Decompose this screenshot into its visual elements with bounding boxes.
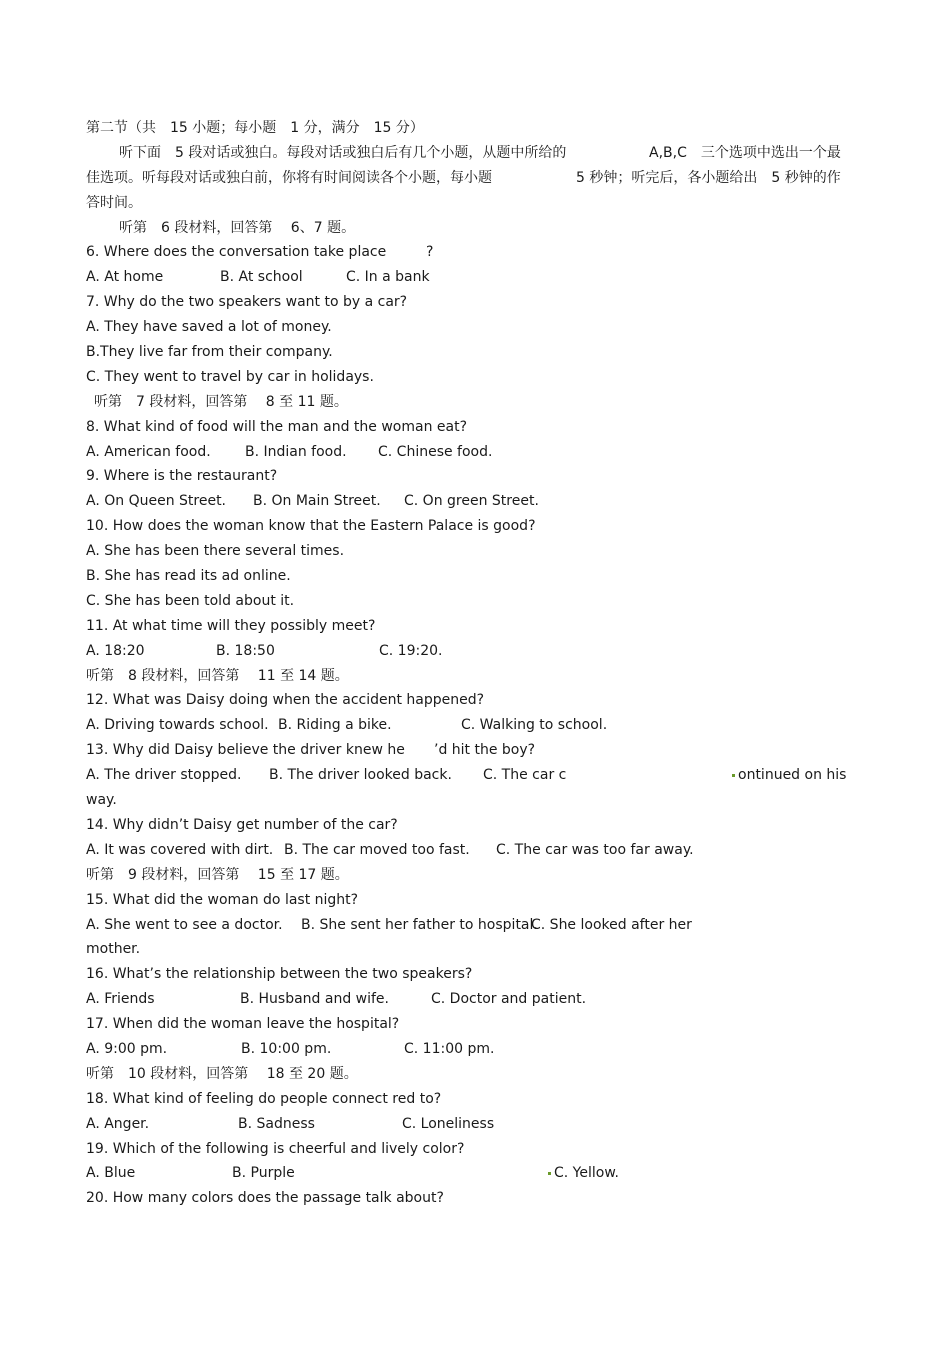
question-line bbox=[86, 738, 866, 763]
text: A. They have saved a lot of money. bbox=[86, 319, 332, 336]
option-line bbox=[86, 639, 866, 664]
option-line bbox=[86, 713, 866, 738]
option-text bbox=[245, 440, 347, 465]
text: 16. What’s the relationship between the two speakers? bbox=[86, 966, 473, 983]
text: ontinued on his bbox=[738, 767, 847, 784]
option-line bbox=[86, 564, 866, 589]
material-heading: 听第 9 段材料，回答第 15 至 17 题。 bbox=[86, 866, 349, 883]
question-text bbox=[86, 415, 467, 440]
exam-page bbox=[86, 116, 866, 1211]
material-heading: 听第 6 段材料，回答第 6、7 题。 bbox=[119, 219, 356, 236]
text: 19. Which of the following is cheerful and lively color? bbox=[86, 1140, 465, 1157]
option-text bbox=[531, 913, 692, 938]
text: A. On Queen Street. bbox=[86, 493, 227, 510]
option-text bbox=[232, 1161, 295, 1186]
text: C. Yellow. bbox=[554, 1165, 619, 1182]
instruction-line bbox=[86, 191, 866, 216]
option-text bbox=[253, 489, 381, 514]
option-line bbox=[86, 340, 866, 365]
text: 9. Where is the restaurant? bbox=[86, 468, 278, 485]
text: A. It was covered with dirt. bbox=[86, 841, 274, 858]
instruction-text: 听下面 5 段对话或独白。每段对话或独白后有几个小题，从题中所给的 bbox=[119, 144, 567, 161]
text: 12. What was Daisy doing when the accident happened? bbox=[86, 692, 485, 709]
text: B. The car moved too fast. bbox=[284, 841, 470, 858]
text: C. They went to travel by car in holidays. bbox=[86, 368, 374, 385]
question-line bbox=[86, 1087, 866, 1112]
option-text bbox=[86, 265, 163, 290]
option-line bbox=[86, 838, 866, 863]
option-text bbox=[86, 564, 291, 589]
material-heading: 听第 8 段材料，回答第 11 至 14 题。 bbox=[86, 667, 349, 684]
question-line bbox=[86, 290, 866, 315]
text: B.They live far from their company. bbox=[86, 344, 333, 361]
question-text bbox=[86, 813, 398, 838]
option-text bbox=[240, 987, 389, 1012]
option-line bbox=[86, 763, 866, 788]
text: A. Friends bbox=[86, 991, 155, 1008]
text: 13. Why did Daisy believe the driver knew he bbox=[86, 742, 405, 759]
option-text bbox=[220, 265, 303, 290]
text: 8. What kind of food will the man and the woman eat? bbox=[86, 418, 468, 435]
text: B. Indian food. bbox=[245, 443, 347, 460]
option-line bbox=[86, 1112, 866, 1137]
option-text bbox=[86, 937, 140, 962]
text: B. Husband and wife. bbox=[240, 991, 389, 1008]
text: C. On green Street. bbox=[404, 493, 539, 510]
text: A. Anger. bbox=[86, 1115, 150, 1132]
text: C. Chinese food. bbox=[378, 443, 493, 460]
text: C. Loneliness bbox=[402, 1115, 495, 1132]
text: C. The car c bbox=[483, 767, 567, 784]
option-text bbox=[483, 763, 566, 788]
text: way. bbox=[86, 792, 117, 809]
option-line bbox=[86, 440, 866, 465]
text: 15. What did the woman do last night? bbox=[86, 891, 359, 908]
question-line bbox=[86, 1012, 866, 1037]
text: A. At home bbox=[86, 269, 164, 286]
option-text bbox=[86, 440, 211, 465]
text: B. At school bbox=[220, 269, 303, 286]
option-text bbox=[86, 913, 283, 938]
option-text bbox=[431, 987, 586, 1012]
option-line bbox=[86, 315, 866, 340]
option-line bbox=[86, 788, 866, 813]
option-text bbox=[548, 1161, 619, 1186]
option-line bbox=[86, 913, 866, 938]
text: B. Sadness bbox=[238, 1115, 315, 1132]
text: B. On Main Street. bbox=[253, 493, 381, 510]
instruction-line bbox=[86, 141, 866, 166]
section-instructions bbox=[86, 141, 866, 216]
text: C. 19:20. bbox=[379, 642, 443, 659]
option-text bbox=[86, 1161, 135, 1186]
option-line bbox=[86, 1161, 866, 1186]
section-header: 第二节（共 15 小题；每小题 1 分，满分 15 分） bbox=[86, 120, 424, 136]
text: C. She looked after her bbox=[531, 916, 692, 933]
option-text bbox=[301, 913, 538, 938]
print-dot-mark bbox=[548, 1172, 551, 1175]
option-line bbox=[86, 365, 866, 390]
question-line bbox=[86, 240, 866, 265]
option-text bbox=[404, 489, 539, 514]
option-text bbox=[238, 1112, 315, 1137]
option-text bbox=[86, 315, 332, 340]
question-line bbox=[86, 1186, 866, 1211]
text: B. The driver looked back. bbox=[269, 767, 452, 784]
text: C. She has been told about it. bbox=[86, 592, 295, 609]
question-text bbox=[86, 1087, 441, 1112]
text: C. Doctor and patient. bbox=[431, 991, 587, 1008]
option-line bbox=[86, 539, 866, 564]
material-heading: 听第 7 段材料，回答第 8 至 11 题。 bbox=[94, 393, 348, 410]
text: 14. Why didn’t Daisy get number of the car? bbox=[86, 816, 398, 833]
option-text bbox=[496, 838, 694, 863]
text: 20. How many colors does the passage talk about? bbox=[86, 1190, 444, 1207]
question-line bbox=[86, 1137, 866, 1162]
option-text bbox=[86, 365, 374, 390]
option-text bbox=[86, 788, 117, 813]
text: C. Walking to school. bbox=[461, 717, 608, 734]
text: A. She went to see a doctor. bbox=[86, 916, 283, 933]
text: 6. Where does the conversation take place bbox=[86, 244, 387, 261]
option-line bbox=[86, 937, 866, 962]
question-text bbox=[86, 1012, 399, 1037]
print-dot-mark bbox=[732, 774, 735, 777]
text: mother. bbox=[86, 941, 141, 958]
option-text bbox=[86, 489, 226, 514]
question-text bbox=[86, 1186, 444, 1211]
text: A. 9:00 pm. bbox=[86, 1040, 168, 1057]
question-text bbox=[434, 738, 535, 763]
question-line bbox=[86, 514, 866, 539]
text: A. She has been there several times. bbox=[86, 543, 345, 560]
option-text bbox=[86, 639, 145, 664]
option-text bbox=[402, 1112, 494, 1137]
question-text bbox=[86, 240, 386, 265]
material-heading: 听第 10 段材料，回答第 18 至 20 题。 bbox=[86, 1065, 358, 1082]
option-line bbox=[86, 987, 866, 1012]
option-text bbox=[269, 763, 452, 788]
text: 11. At what time will they possibly meet? bbox=[86, 617, 376, 634]
option-text bbox=[461, 713, 607, 738]
option-text bbox=[86, 713, 269, 738]
text: B. She sent her father to hospital. bbox=[301, 916, 538, 933]
question-line bbox=[86, 888, 866, 913]
text: 17. When did the woman leave the hospital? bbox=[86, 1016, 400, 1033]
text: A. Driving towards school. bbox=[86, 717, 269, 734]
option-text bbox=[86, 539, 344, 564]
option-text bbox=[378, 440, 492, 465]
instruction-text: A,B,C 三个选项中选出一个最 bbox=[649, 144, 841, 161]
question-line bbox=[86, 962, 866, 987]
text: A. American food. bbox=[86, 443, 211, 460]
text: B. 10:00 pm. bbox=[241, 1040, 332, 1057]
text: B. 18:50 bbox=[216, 642, 275, 659]
option-text bbox=[278, 713, 392, 738]
option-text bbox=[732, 763, 846, 788]
instruction-text: 5 秒钟；听完后，各小题给出 5 秒钟的作 bbox=[576, 169, 841, 186]
option-text bbox=[86, 340, 333, 365]
text: 10. How does the woman know that the Eastern Palace is good? bbox=[86, 518, 536, 535]
option-text bbox=[379, 639, 442, 664]
question-line bbox=[86, 688, 866, 713]
text: A. The driver stopped. bbox=[86, 767, 242, 784]
question-text bbox=[426, 240, 433, 265]
text: ’d hit the boy? bbox=[434, 742, 536, 759]
option-line bbox=[86, 1037, 866, 1062]
question-line bbox=[86, 415, 866, 440]
instruction-text: 佳选项。听每段对话或独白前，你将有时间阅读各个小题，每小题 bbox=[86, 169, 492, 186]
question-text bbox=[86, 688, 484, 713]
option-line bbox=[86, 589, 866, 614]
question-text bbox=[86, 888, 358, 913]
option-text bbox=[86, 1037, 167, 1062]
text: 18. What kind of feeling do people connect red to? bbox=[86, 1090, 442, 1107]
text: 7. Why do the two speakers want to by a car? bbox=[86, 294, 408, 311]
option-text bbox=[241, 1037, 331, 1062]
question-text bbox=[86, 514, 536, 539]
option-text bbox=[86, 763, 241, 788]
question-text bbox=[86, 962, 472, 987]
question-line bbox=[86, 813, 866, 838]
option-text bbox=[86, 1112, 149, 1137]
instruction-text: 答时间。 bbox=[86, 194, 142, 211]
option-text bbox=[86, 987, 155, 1012]
question-text bbox=[86, 738, 405, 763]
question-line bbox=[86, 464, 866, 489]
option-text bbox=[284, 838, 470, 863]
question-text bbox=[86, 1137, 464, 1162]
option-line bbox=[86, 265, 866, 290]
option-text bbox=[86, 589, 294, 614]
text: ? bbox=[426, 244, 434, 261]
text: B. Riding a bike. bbox=[278, 717, 392, 734]
text: B. Purple bbox=[232, 1165, 295, 1182]
option-text bbox=[404, 1037, 494, 1062]
question-list bbox=[86, 216, 866, 1212]
option-text bbox=[346, 265, 430, 290]
question-line bbox=[86, 614, 866, 639]
text: C. In a bank bbox=[346, 269, 430, 286]
text: C. 11:00 pm. bbox=[404, 1040, 495, 1057]
text: B. She has read its ad online. bbox=[86, 568, 291, 585]
question-text bbox=[86, 614, 375, 639]
option-line bbox=[86, 489, 866, 514]
instruction-line bbox=[86, 166, 866, 191]
text: A. 18:20 bbox=[86, 642, 145, 659]
text: C. The car was too far away. bbox=[496, 841, 694, 858]
question-text bbox=[86, 464, 277, 489]
option-text bbox=[216, 639, 275, 664]
question-text bbox=[86, 290, 407, 315]
text: A. Blue bbox=[86, 1165, 136, 1182]
option-text bbox=[86, 838, 273, 863]
